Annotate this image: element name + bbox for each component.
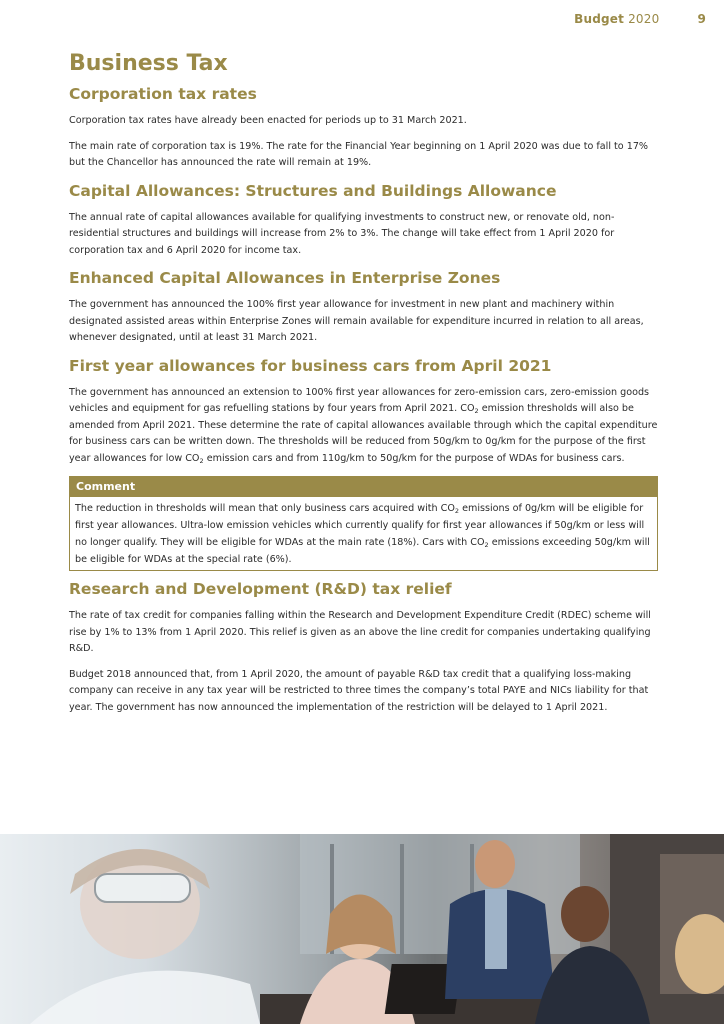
paragraph: The main rate of corporation tax is 19%. The rate for the Financial Year beginning on 1 April 2020 was due to fall to 17% but the Chancellor has announced the rate will remain at 19%. [69,140,649,168]
comment-box [69,476,658,571]
paragraph: Corporation tax rates have already been enacted for periods up to 31 March 2021. [69,115,467,126]
comment-title: Comment [70,477,657,497]
section-business-cars [69,356,658,572]
office-photo [0,834,724,1024]
paragraph: The rate of tax credit for companies falling within the Research and Development Expenditure Credit (RDEC) scheme will rise by 1% to 13% from 1 April 2020. This relief is given as an above the line credit for companies undertaking qualifying R&D. [69,610,651,654]
text-run: emission cars and from 110g/km to 50g/km for the purpose of WDAs for business cars. [203,452,625,464]
page-number: 9 [697,12,706,26]
paragraph: The annual rate of capital allowances available for qualifying investments to construct new, or renovate old, non-residential structures and buildings will increase from 2% to 3%. The change will take effect from 1 April 2020 for corporation tax and 6 April 2020 for income tax. [69,211,615,256]
comment-text [70,497,657,570]
section-enterprise-zones [69,268,658,347]
section-heading: Corporation tax rates [69,85,257,103]
page-header [574,12,706,26]
section-capital-allowances [69,181,658,260]
text-run: emission thresholds will also be amended from April 2021. These determine the rate of capital allowances available through which the capital expenditure for business cars can be written down. The thresholds will be reduced from 50g/km to 0g/km for the purpose of the first year allowances for low CO [69,403,658,464]
text-run: emissions of 0g/km will be eligible for first year allowances. Ultra-low emission vehicles which currently qualify for first year allowances if 50g/km or less will no longer qualify. They will be eligible for WDAs at the main rate (18%). Cars with CO [75,503,645,548]
section-heading: Research and Development (R&D) tax relief [69,580,452,598]
subscript: 2 [484,541,489,549]
section-corporation-tax [69,84,658,172]
text-run: The reduction in thresholds will mean that only business cars acquired with CO [75,503,455,514]
section-rd-tax-relief [69,579,658,716]
paragraph: The government has announced the 100% first year allowance for investment in new plant and machinery within designated assisted areas within Enterprise Zones will remain available for expenditure incurred in relation to all areas, whenever designated, until at least 31 March 2021. [69,299,644,343]
section-heading: First year allowances for business cars from April 2021 [69,356,552,375]
text-run: The government has announced an extension to 100% first year allowances for zero-emission cars, zero-emission goods vehicles and equipment for gas refuelling stations by four years from April 2021. CO [69,386,650,414]
subscript: 2 [199,456,204,465]
header-brand: Budget [574,12,625,26]
office-photo-illustration [0,834,724,1024]
section-heading: Capital Allowances: Structures and Buildings Allowance [69,181,557,200]
paragraph: Budget 2018 announced that, from 1 April 2020, the amount of payable R&D tax credit that a qualifying loss-making company can receive in any tax year will be restricted to three times the company’s total PAYE and NICs liability for that year. The government has now announced the implementation of the restriction will be delayed to 1 April 2021. [69,668,649,713]
main-content [69,50,658,725]
subscript: 2 [474,407,479,415]
paragraph [69,385,658,468]
section-heading: Enhanced Capital Allowances in Enterprise Zones [69,269,501,287]
subscript: 2 [454,507,460,515]
text-run: emissions exceeding 50g/km will be eligible for WDAs at the special rate (6%). [75,537,650,565]
header-year: 2020 [628,12,660,26]
page-title: Business Tax [69,51,228,76]
